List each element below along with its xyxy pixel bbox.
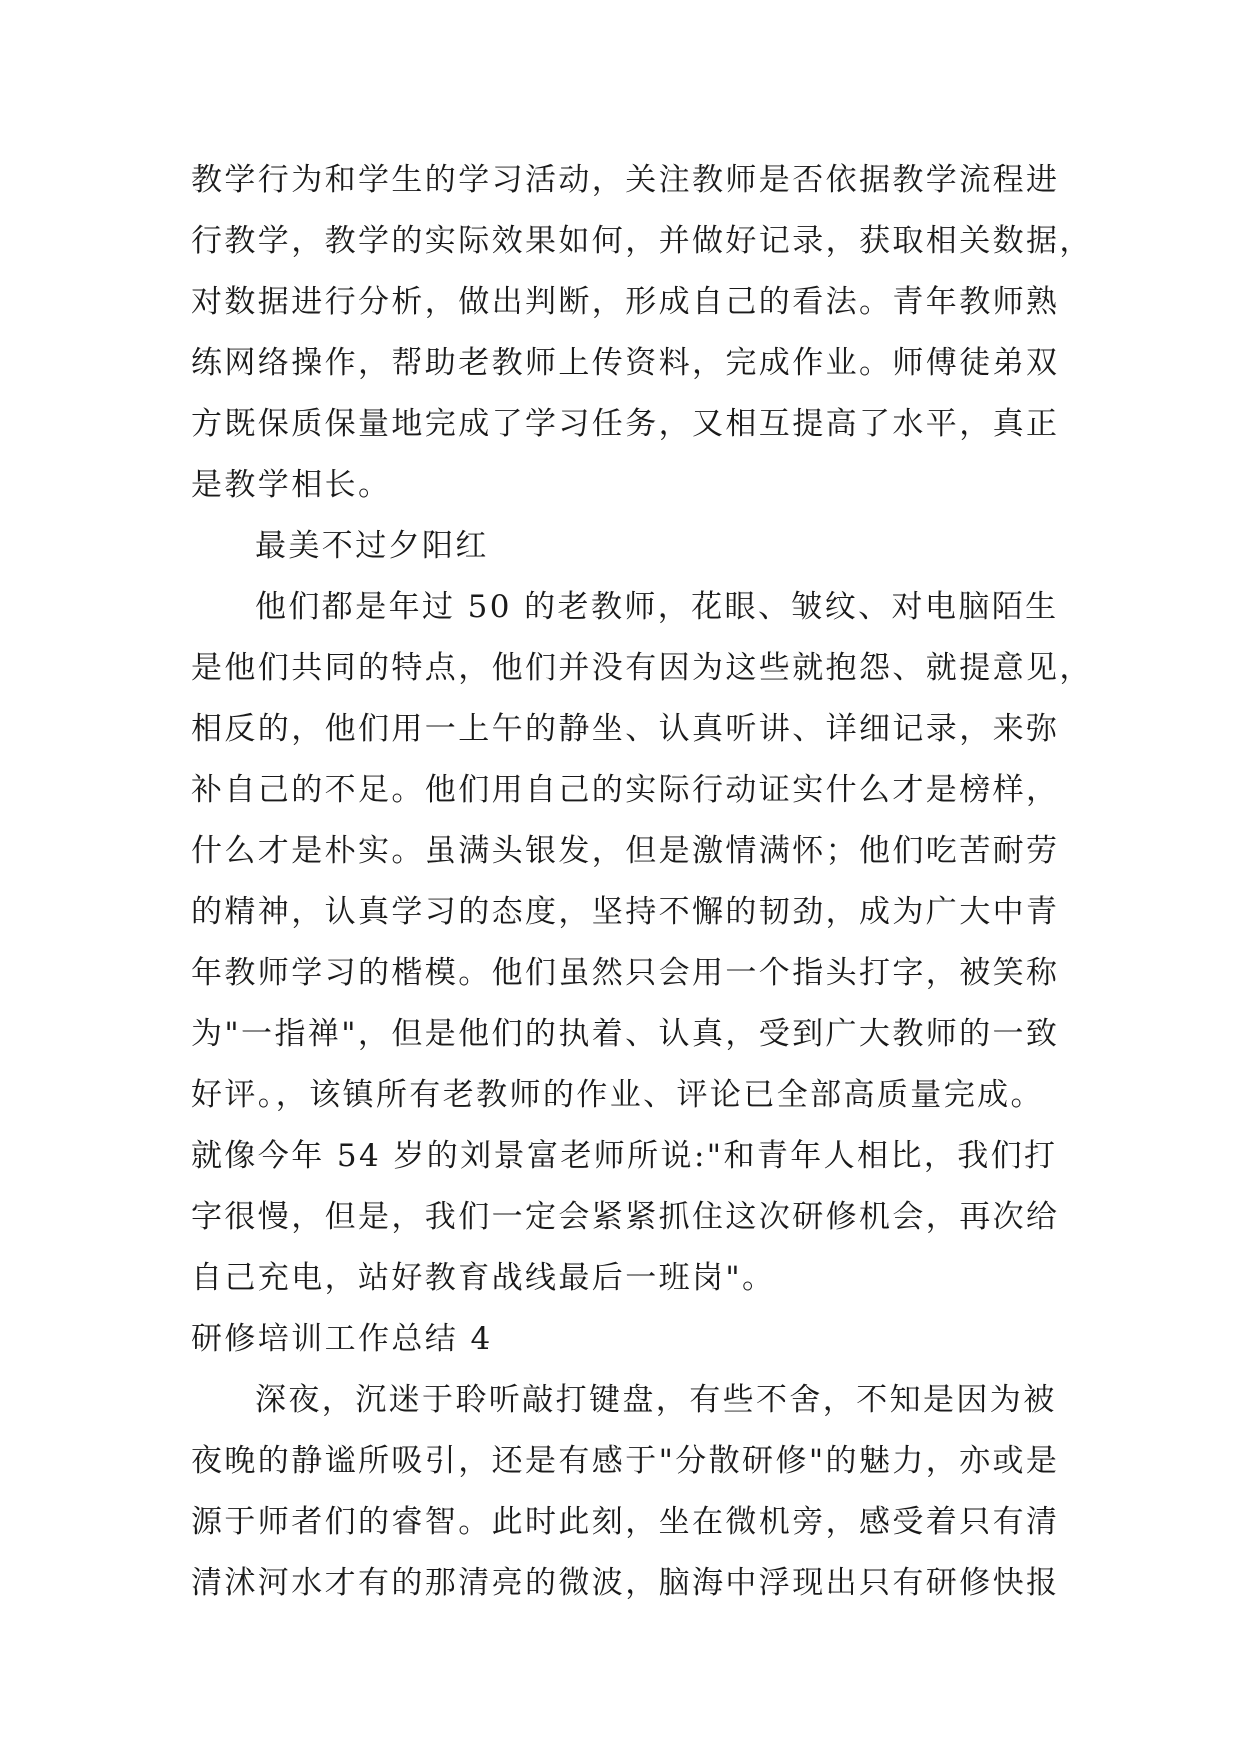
paragraph-line: 教学行为和学生的学习活动，关注教师是否依据教学流程进 <box>191 162 1060 198</box>
paragraph-line: 清沭河水才有的那清亮的微波，脑海中浮现出只有研修快报 <box>191 1565 1060 1601</box>
paragraph-line: 是教学相长。 <box>191 467 392 503</box>
section-title: 研修培训工作总结 4 <box>191 1321 493 1357</box>
paragraph-line: 深夜，沉迷于聆听敲打键盘，有些不舍，不知是因为被 <box>255 1382 1057 1418</box>
paragraph-line: 他们都是年过 50 的老教师，花眼、皱纹、对电脑陌生 <box>255 589 1059 625</box>
paragraph-line: 为"一指禅"，但是他们的执着、认真，受到广大教师的一致 <box>191 1016 1060 1052</box>
paragraph-line: 什么才是朴实。虽满头银发，但是激情满怀；他们吃苦耐劳 <box>191 833 1060 869</box>
paragraph-line: 自己充电，站好教育战线最后一班岗"。 <box>191 1260 776 1296</box>
paragraph-line: 字很慢，但是，我们一定会紧紧抓住这次研修机会，再次给 <box>191 1199 1060 1235</box>
paragraph-line: 对数据进行分析，做出判断，形成自己的看法。青年教师熟 <box>191 284 1060 320</box>
paragraph-line: 是他们共同的特点，他们并没有因为这些就抱怨、就提意见， <box>191 650 1093 686</box>
paragraph-line: 源于师者们的睿智。此时此刻，坐在微机旁，感受着只有清 <box>191 1504 1060 1540</box>
document-body <box>191 150 1093 1614</box>
paragraph-line: 补自己的不足。他们用自己的实际行动证实什么才是榜样， <box>191 772 1060 808</box>
paragraph-line: 方既保质保量地完成了学习任务，又相互提高了水平，真正 <box>191 406 1060 442</box>
paragraph-line: 行教学，教学的实际效果如何，并做好记录，获取相关数据， <box>191 223 1093 259</box>
paragraph-line: 夜晚的静谧所吸引，还是有感于"分散研修"的魅力，亦或是 <box>191 1443 1060 1479</box>
paragraph-line: 好评。，该镇所有老教师的作业、评论已全部高质量完成。 <box>191 1077 1044 1113</box>
paragraph-line: 就像今年 54 岁的刘景富老师所说:"和青年人相比，我们打 <box>191 1138 1058 1174</box>
paragraph-line: 相反的，他们用一上午的静坐、认真听讲、详细记录，来弥 <box>191 711 1060 747</box>
paragraph-line: 练网络操作，帮助老教师上传资料，完成作业。师傅徒弟双 <box>191 345 1060 381</box>
paragraph-line: 的精神，认真学习的态度，坚持不懈的韧劲，成为广大中青 <box>191 894 1060 930</box>
paragraph-line: 年教师学习的楷模。他们虽然只会用一个指头打字，被笑称 <box>191 955 1060 991</box>
section-heading: 最美不过夕阳红 <box>255 528 489 564</box>
